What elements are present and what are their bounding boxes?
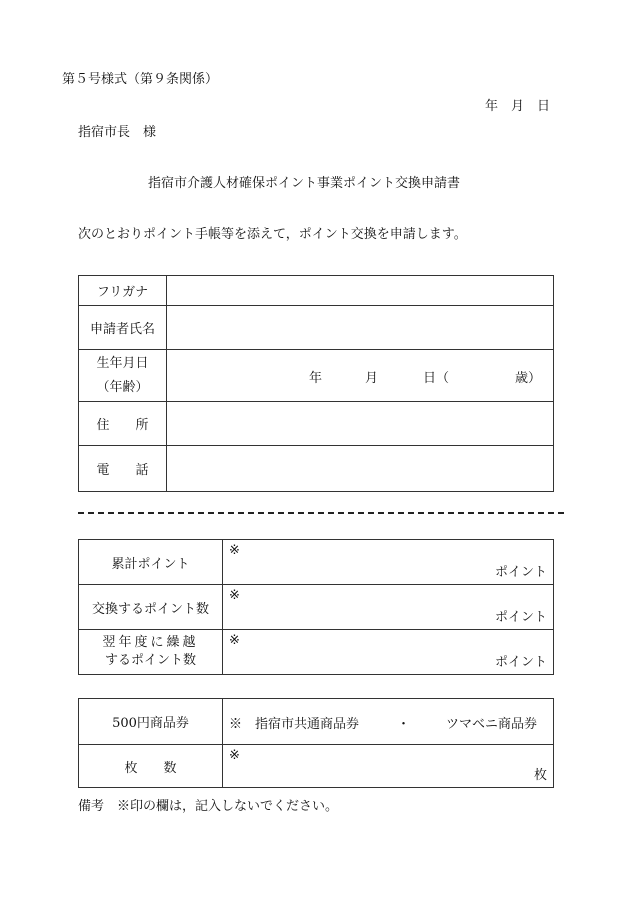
phone-field[interactable] xyxy=(167,446,554,492)
points-unit: ポイント xyxy=(494,565,547,580)
address-field[interactable] xyxy=(167,402,554,446)
birthdate-field[interactable] xyxy=(167,350,554,402)
exchange-points-label: 交換するポイント数 xyxy=(79,585,223,630)
office-use-mark: ※ xyxy=(229,633,240,648)
count-label: 枚 数 xyxy=(79,745,223,788)
applicant-name-label: 申請者氏名 xyxy=(79,306,167,350)
voucher-option-tsumabeni[interactable]: ツマベニ商品券 xyxy=(445,717,537,732)
total-points-label: 累計ポイント xyxy=(79,540,223,585)
furigana-field[interactable] xyxy=(167,276,554,306)
voucher-label: 500円商品券 xyxy=(79,699,223,745)
cut-line xyxy=(78,512,564,514)
birth-year-unit: 年 xyxy=(309,371,323,386)
age-unit: 歳） xyxy=(514,371,541,386)
applicant-table xyxy=(78,275,554,492)
intro-text: 次のとおりポイント手帳等を添えて，ポイント交換を申請します。 xyxy=(78,227,467,242)
points-table xyxy=(78,539,554,675)
birthdate-label-line2: （年齢） xyxy=(96,379,149,395)
count-unit: 枚 xyxy=(533,768,547,783)
office-use-mark: ※ xyxy=(229,588,240,603)
total-points-field xyxy=(223,540,554,585)
applicant-name-field[interactable] xyxy=(167,306,554,350)
office-use-mark: ※ xyxy=(229,748,240,763)
phone-label: 電 話 xyxy=(79,446,167,492)
points-unit: ポイント xyxy=(494,610,547,625)
voucher-type-field xyxy=(223,699,554,745)
exchange-points-field xyxy=(223,585,554,630)
carryover-label-line1: 翌年度に繰越 xyxy=(102,635,199,650)
voucher-separator: ・ xyxy=(397,717,411,732)
points-unit: ポイント xyxy=(494,655,547,670)
date-line: 年 月 日 xyxy=(484,99,550,114)
carryover-points-field xyxy=(223,630,554,675)
birthdate-label-line1: 生年月日 xyxy=(96,355,149,371)
address-label: 住 所 xyxy=(79,402,167,446)
count-field xyxy=(223,745,554,788)
document-title: 指宿市介護人材確保ポイント事業ポイント交換申請書 xyxy=(148,176,461,191)
carryover-points-label xyxy=(79,630,223,675)
birth-month-unit: 月 xyxy=(365,371,379,386)
voucher-table xyxy=(78,698,554,788)
carryover-label-line2: するポイント数 xyxy=(104,653,196,668)
furigana-label: フリガナ xyxy=(79,276,167,306)
birthdate-label xyxy=(79,350,167,402)
office-use-mark: ※ xyxy=(229,543,240,558)
form-number: 第５号様式（第９条関係） xyxy=(62,72,219,87)
addressee: 指宿市長 様 xyxy=(78,125,157,140)
birth-day-unit: 日（ xyxy=(423,371,450,386)
remarks-note: 備考 ※印の欄は，記入しないでください。 xyxy=(78,799,339,814)
voucher-option-common[interactable]: ※ 指宿市共通商品券 xyxy=(229,717,360,732)
